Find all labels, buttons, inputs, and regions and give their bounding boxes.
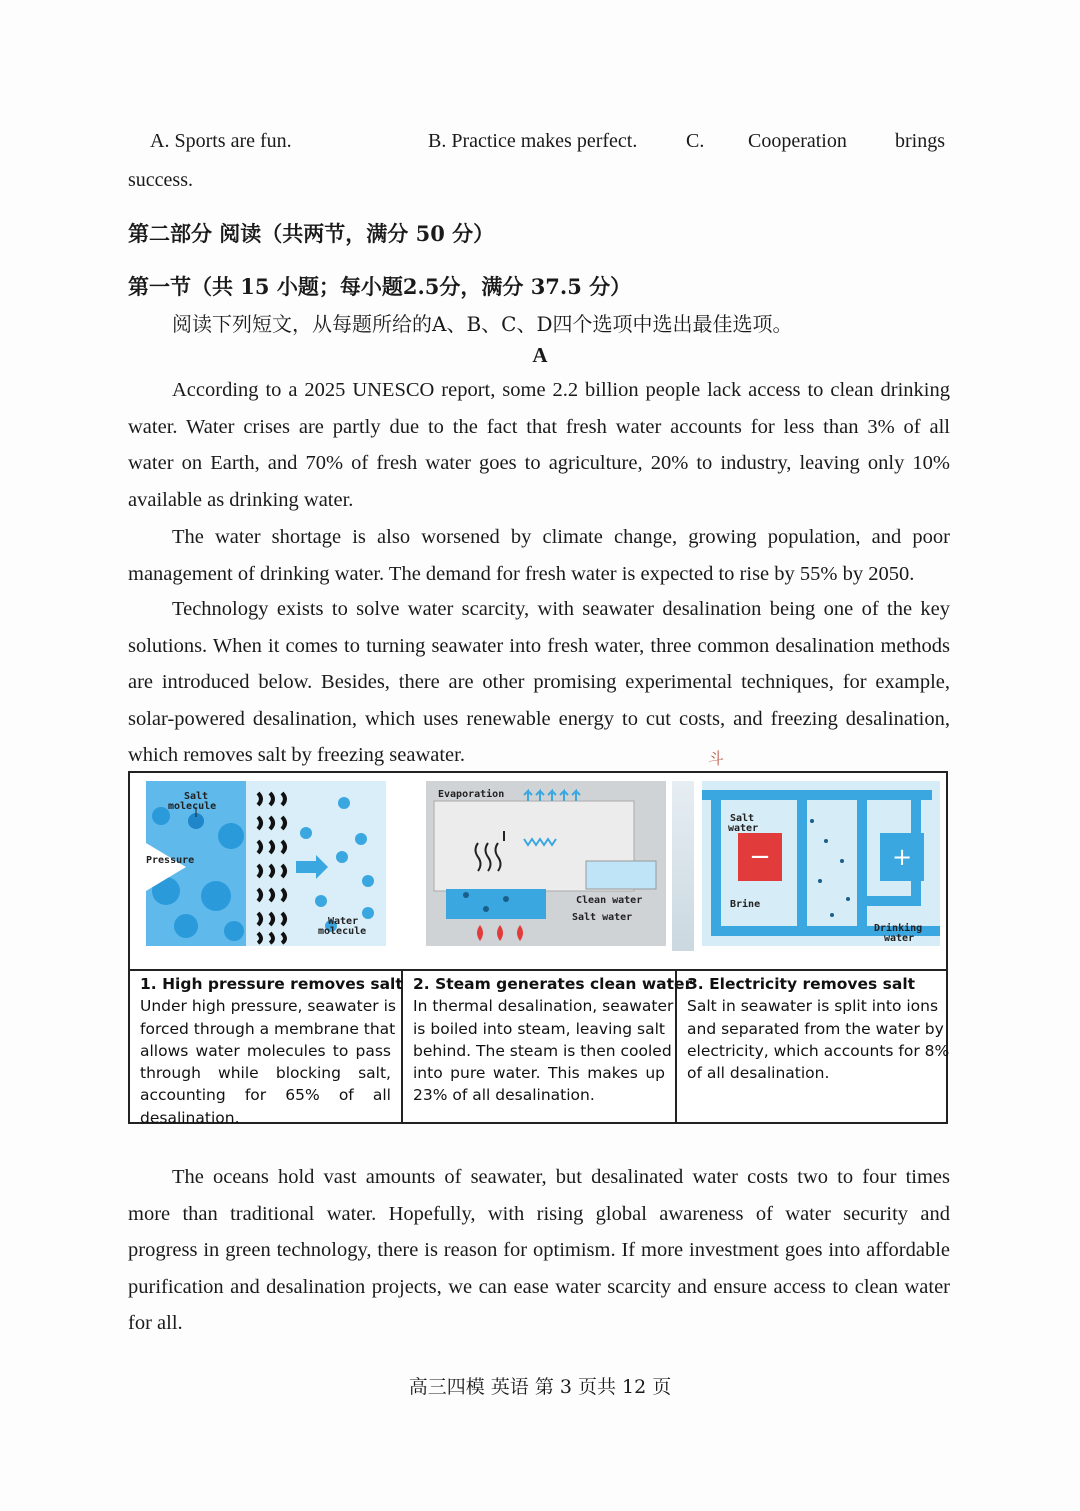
caption-line: and separated from the water by: [687, 1019, 944, 1038]
label-salt: Salt: [730, 813, 755, 824]
caption-method-2: [403, 971, 693, 1122]
caption-title: 1. High pressure removes salt: [140, 975, 403, 993]
paragraph-line: The oceans hold vast amounts of seawater, but desalinated water costs two to four times: [172, 1166, 950, 1188]
paragraph-line: solutions. When it comes to turning seawater into fresh water, three common desalination methods: [128, 634, 950, 657]
image-divider: [672, 781, 694, 951]
paragraph-line: for all.: [128, 1312, 183, 1334]
caption-line: Salt in seawater is split into ions: [687, 997, 939, 1016]
option-a: A. Sports are fun.: [150, 130, 292, 152]
minus-electrode-icon: −: [749, 842, 771, 872]
subsection-title: 第一节（共 15 小题；每小题2.5分，满分 37.5 分）: [128, 274, 632, 299]
paragraph-line: purification and desalination projects, we can ease water scarcity and ensure access to clean water: [128, 1275, 950, 1298]
stray-pen-mark: 斗: [708, 751, 725, 768]
label-clean-water: Clean water: [576, 895, 643, 906]
paragraph-4: [128, 1159, 950, 1342]
electrodialysis-illustration: [702, 781, 940, 946]
page-footer: 高三四模 英语 第 3 页共 12 页: [408, 1376, 672, 1398]
part-title: 第二部分 阅读（共两节，满分 50 分）: [128, 221, 495, 246]
label-salt-water: Salt water: [572, 912, 633, 923]
option-c-tail: success.: [128, 169, 193, 191]
caption-line: into pure water. This makes up: [413, 1064, 665, 1083]
thermal-desalination-illustration: [426, 781, 666, 946]
desalination-figure: [128, 771, 950, 1127]
passage-letter: A: [532, 343, 548, 367]
caption-line: is boiled into steam, leaving salt: [413, 1019, 665, 1038]
figure-images-row: [130, 773, 946, 971]
label-pressure: Pressure: [146, 855, 195, 866]
caption-line: accounting for 65% of all: [140, 1086, 391, 1105]
paragraph-line: available as drinking water.: [128, 488, 354, 511]
paragraph-line: progress in green technology, there is reason for optimism. If more investment goes into affordable: [128, 1239, 950, 1261]
caption-body: [687, 995, 950, 1084]
option-b: B. Practice makes perfect.: [428, 130, 638, 152]
paragraph-line: water on Earth, and 70% of fresh water goes to agriculture, 20% to industry, leaving only 10%: [128, 452, 950, 474]
caption-line: Under high pressure, seawater is: [140, 997, 396, 1016]
caption-line: forced through a membrane that: [140, 1019, 396, 1038]
label-drinking-water: water: [884, 933, 915, 944]
caption-body: [413, 995, 674, 1106]
instruction-text: 阅读下列短文，从每题所给的A、B、C、D四个选项中选出最佳选项。: [172, 312, 793, 336]
paragraph-line: Technology exists to solve water scarcity, with seawater desalination being one of the key: [172, 598, 950, 620]
caption-body: [140, 995, 396, 1129]
caption-line: In thermal desalination, seawater: [413, 997, 674, 1016]
caption-line: desalination.: [140, 1108, 240, 1127]
option-c-word1: Cooperation: [748, 130, 847, 152]
option-c-word2: brings: [895, 130, 945, 152]
label-drinking: Drinking: [874, 923, 923, 934]
caption-title: 3. Electricity removes salt: [687, 975, 916, 993]
paragraph-1: [128, 372, 950, 518]
plus-electrode-icon: +: [891, 843, 913, 871]
label-brine: Brine: [730, 899, 761, 910]
label-water-molecule: molecule: [318, 926, 367, 937]
paragraph-line: solar-powered desalination, which uses renewable energy to cut costs, and freezing desalination,: [128, 707, 950, 730]
caption-method-3: [677, 971, 950, 1122]
caption-line: 23% of all desalination.: [413, 1086, 595, 1105]
paragraph-3: [128, 591, 950, 774]
paragraph-line: which removes salt by freezing seawater.: [128, 744, 465, 766]
caption-line: electricity, which accounts for 8%: [687, 1041, 950, 1060]
paragraph-line: management of drinking water. The demand for fresh water is expected to rise by 55% by 2050.: [128, 562, 915, 585]
option-c-letter: C.: [686, 130, 705, 152]
label-salt-molecule: molecule: [168, 801, 217, 812]
caption-line: allows water molecules to pass: [140, 1041, 391, 1060]
caption-method-1: [130, 971, 403, 1127]
reverse-osmosis-illustration: [146, 781, 386, 946]
caption-title: 2. Steam generates clean water: [413, 975, 693, 993]
paragraph-line: According to a 2025 UNESCO report, some 2.2 billion people lack access to clean drinking: [172, 379, 950, 401]
label-water: Water: [328, 916, 359, 927]
caption-line: through while blocking salt,: [140, 1064, 391, 1083]
label-salt: Salt: [184, 791, 209, 802]
paragraph-line: water. Water crises are partly due to the fact that fresh water accounts for less than 3% of all: [128, 415, 950, 438]
paragraph-line: The water shortage is also worsened by climate change, growing population, and poor: [172, 526, 950, 548]
paragraph-line: more than traditional water. Hopefully, with rising global awareness of water security and: [128, 1202, 950, 1225]
answer-options: [150, 130, 950, 162]
caption-line: behind. The steam is then cooled: [413, 1041, 672, 1060]
label-evaporation: Evaporation: [438, 789, 505, 800]
label-salt-water: water: [728, 823, 759, 834]
paragraph-2: [128, 519, 950, 592]
caption-line: of all desalination.: [687, 1064, 830, 1083]
paragraph-line: are introduced below. Besides, there are other promising experimental techniques, for example,: [128, 671, 950, 693]
